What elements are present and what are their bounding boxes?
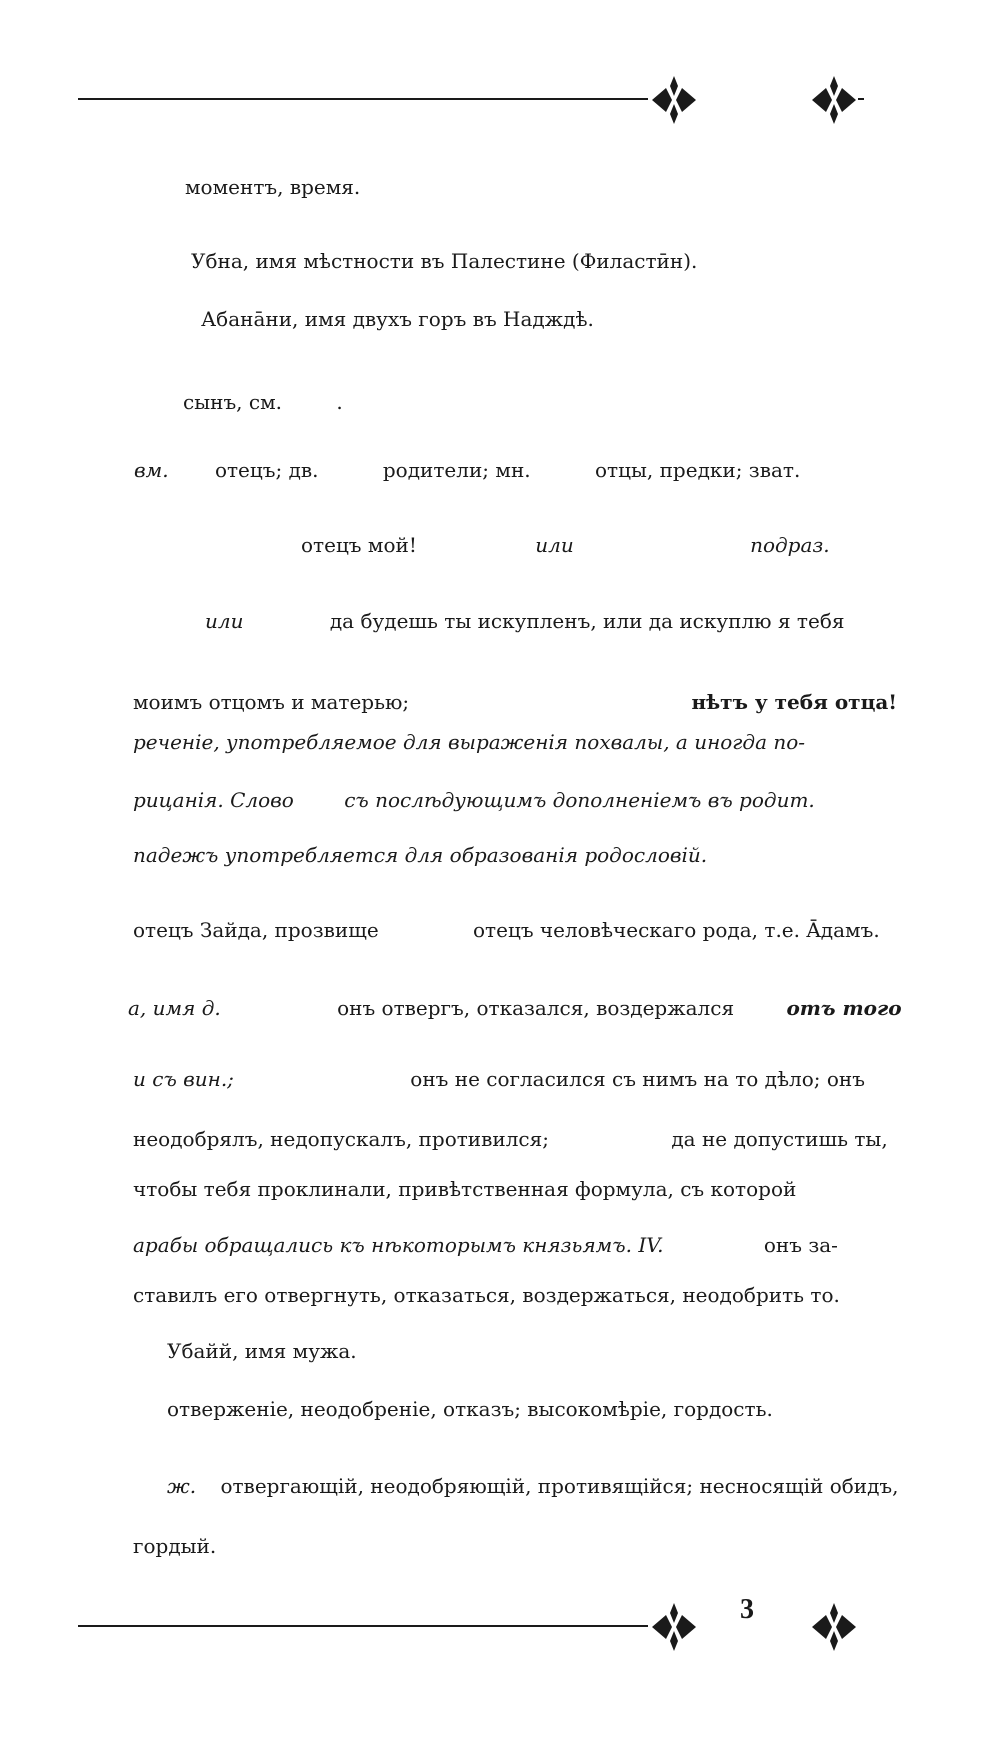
entry-line (133, 304, 594, 334)
entry-text: чтобы тебя проклинали, привѣтственная формула, съ которой (133, 1177, 797, 1201)
entry-text: рицанія. Слово (133, 788, 294, 812)
entry-text: нѣтъ у тебя отца! (691, 690, 898, 714)
ornament-icon (806, 1599, 862, 1655)
entry-text: съ послѣдующимъ дополненіемъ въ родит. (344, 788, 815, 812)
entry-text: отъ того (786, 996, 902, 1020)
entry-text: отверженіе, неодобреніе, отказъ; высокомѣріе, гордость. (167, 1397, 773, 1421)
entry-line (133, 1280, 840, 1310)
entry-line (133, 1336, 357, 1366)
entry-line (133, 1174, 796, 1204)
entry-line (133, 785, 815, 815)
ornament-icon (646, 72, 702, 128)
entry-text: Убна, имя мѣстности въ Палестине (Филастӣн). (191, 249, 698, 273)
ornament-icon (646, 1599, 702, 1655)
top-rule (78, 98, 648, 100)
entry-line (133, 1124, 888, 1154)
entry-line (78, 993, 902, 1023)
entry-text: онъ не согласился съ нимъ на то дѣло; онъ (410, 1067, 865, 1091)
entry-line (133, 687, 897, 717)
entry-line (133, 606, 845, 636)
entry-text: вм. (134, 458, 169, 482)
entry-line (133, 840, 707, 870)
entry-text: ставилъ его отвергнуть, отказаться, воздержаться, неодобрить то. (133, 1283, 840, 1307)
entry-text: и съ вин.; (133, 1067, 234, 1091)
page-number: 3 (740, 1594, 754, 1625)
entry-text: сынъ, см. (183, 390, 283, 414)
entry-line (78, 455, 800, 485)
entry-text: отцы, предки; зват. (595, 458, 801, 482)
entry-text: подраз. (750, 533, 830, 557)
entry-text: отецъ Зайда, прозвище (133, 918, 379, 942)
entry-line (133, 1394, 773, 1424)
entry-text: . (336, 390, 343, 414)
entry-text: отецъ; дв. (214, 458, 319, 482)
entry-line (133, 727, 805, 757)
ornament-icon (806, 72, 862, 128)
entry-text: моимъ отцомъ и матерью; (133, 690, 410, 714)
entry-text: онъ за- (763, 1233, 838, 1257)
entry-text: арабы обращались къ нѣкоторымъ князьямъ. IV. (133, 1233, 664, 1257)
top-rule-right (858, 98, 864, 100)
entry-text: родители; мн. (382, 458, 531, 482)
entry-text: онъ отвергъ, отказался, воздержался (337, 996, 735, 1020)
entry-text: отецъ человѣческаго рода, т.е. Āдамъ. (473, 918, 880, 942)
entry-line (133, 387, 343, 417)
entry-text: или (535, 533, 574, 557)
entry-text: падежъ употребляется для образованія родословій. (133, 843, 708, 867)
entry-text: Убайй, имя мужа. (167, 1339, 357, 1363)
entry-text: отецъ мой! (301, 533, 417, 557)
entry-text: или (205, 609, 244, 633)
entry-line (133, 1230, 838, 1260)
entry-line (133, 915, 880, 945)
entry-text: отвергающій, неодобряющій, противящійся; несносящій обидъ, (220, 1474, 899, 1498)
entry-text: да будешь ты искупленъ, или да искуплю я тебя (329, 609, 845, 633)
entry-text: гордый. (133, 1534, 217, 1558)
entry-text: да не допустишь ты, (671, 1127, 888, 1151)
entry-text: Абанāни, имя двухъ горъ въ Надждѣ. (201, 307, 594, 331)
bottom-rule (78, 1625, 648, 1627)
entry-line (133, 1531, 216, 1561)
entry-text: а, имя д. (128, 996, 221, 1020)
entry-line (133, 246, 697, 276)
entry-line (133, 1064, 865, 1094)
entry-text: неодобрялъ, недопускалъ, противился; (133, 1127, 549, 1151)
entry-line (133, 1471, 899, 1501)
entry-line (133, 530, 830, 560)
entry-text: реченіе, употребляемое для выраженія похвалы, а иногда по- (133, 730, 806, 754)
entry-text: ж. (167, 1474, 197, 1498)
entry-text: моментъ, время. (185, 175, 361, 199)
entry-line (133, 172, 360, 202)
